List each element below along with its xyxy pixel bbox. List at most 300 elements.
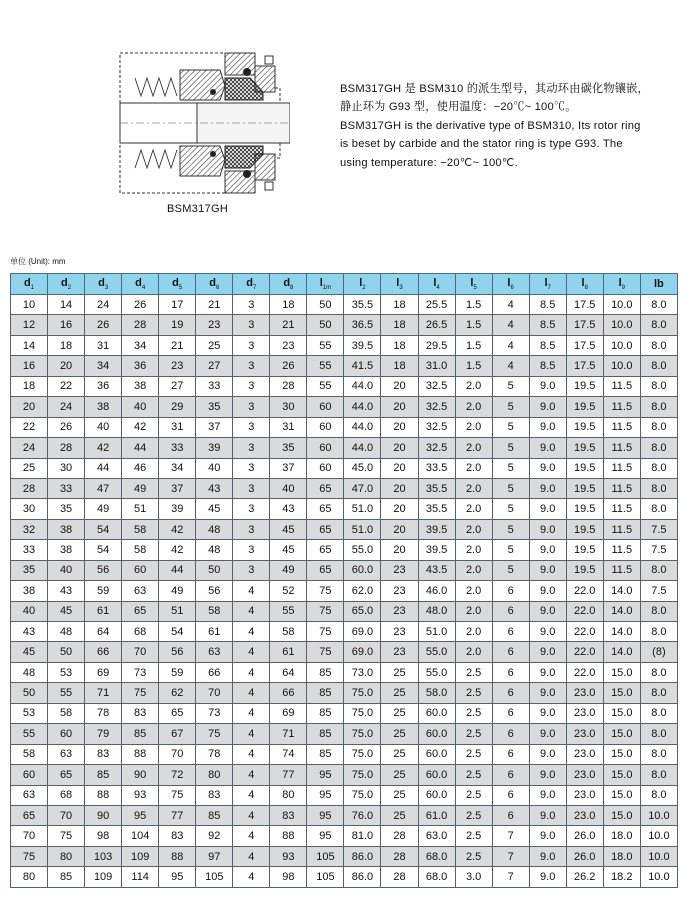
table-cell: 95 [307,785,344,805]
table-cell: 2.5 [455,765,492,785]
table-cell: 38 [122,376,159,396]
table-cell: 26 [85,315,122,335]
table-cell: 30 [48,458,85,478]
table-cell: 32 [11,519,48,539]
column-header [196,274,233,295]
table-row [11,397,678,417]
table-cell: 55 [307,335,344,355]
table-cell: 23.0 [566,683,603,703]
table-cell: 33 [48,478,85,498]
table-row [11,826,678,846]
table-cell: 8.0 [640,438,677,458]
table-cell: 29.5 [418,335,455,355]
table-cell: 8.0 [640,478,677,498]
dimension-table [10,273,678,888]
table-cell: 19.5 [566,540,603,560]
table-cell: 8.0 [640,560,677,580]
table-cell: 4 [233,622,270,642]
table-cell: 19.5 [566,458,603,478]
table-cell: 58 [270,622,307,642]
table-cell: 36 [122,356,159,376]
table-cell: 75.0 [344,765,381,785]
table-cell: 30 [11,499,48,519]
column-header-subscript: 5 [178,285,183,292]
table-cell: 65.0 [344,601,381,621]
table-row [11,499,678,519]
table-cell: 48 [48,622,85,642]
table-cell: 28 [270,376,307,396]
table-cell: 44.0 [344,438,381,458]
table-cell: 19.5 [566,519,603,539]
table-cell: 60.0 [418,703,455,723]
column-header-symbol: d [23,276,31,289]
table-cell: 10.0 [603,295,640,315]
table-row [11,458,678,478]
table-cell: 65 [11,805,48,825]
table-cell: 24 [11,438,48,458]
table-cell: 47.0 [344,478,381,498]
table-cell: 9.0 [529,458,566,478]
table-cell: 42 [159,540,196,560]
table-cell: 63 [122,581,159,601]
table-cell: 6 [492,765,529,785]
table-cell: 25 [11,458,48,478]
table-cell: 42 [159,519,196,539]
table-cell: 2.5 [455,846,492,866]
table-cell: 83 [122,703,159,723]
table-cell: 48 [196,540,233,560]
table-cell: 64 [85,622,122,642]
table-row [11,805,678,825]
table-cell: 60.0 [418,724,455,744]
table-cell: 55.0 [344,540,381,560]
table-cell: 18 [381,315,418,335]
column-header [307,274,344,295]
table-cell: 9.0 [529,519,566,539]
table-cell: 32.5 [418,376,455,396]
table-cell: 44 [159,560,196,580]
column-header-subscript: 9 [621,285,625,292]
table-cell: 8.0 [640,765,677,785]
table-cell: 8.0 [640,376,677,396]
table-cell: 83 [196,785,233,805]
table-row [11,683,678,703]
table-cell: 18 [381,356,418,376]
column-header-symbol: d [283,276,291,289]
table-cell: 42 [85,438,122,458]
table-cell: 20 [381,540,418,560]
description-line-2: 静止环为 G93 型，使用温度：−20℃~ 100℃。 [340,101,577,114]
table-cell: 7 [492,867,529,887]
table-cell: 9.0 [529,499,566,519]
table-cell: 2.0 [455,417,492,437]
table-cell: 63 [196,642,233,662]
table-cell: 23 [270,335,307,355]
table-cell: 75.0 [344,785,381,805]
table-cell: 75 [307,601,344,621]
table-cell: 43 [11,622,48,642]
table-cell: 10.0 [603,315,640,335]
table-cell: 32.5 [418,417,455,437]
table-cell: 34 [85,356,122,376]
table-cell: 76.0 [344,805,381,825]
table-cell: 67 [159,724,196,744]
table-cell: 17.5 [566,315,603,335]
table-cell: 4 [492,356,529,376]
table-cell: 20 [381,376,418,396]
table-cell: 92 [196,826,233,846]
table-cell: 28 [381,826,418,846]
table-cell: 63 [48,744,85,764]
table-cell: 10.0 [603,356,640,376]
table-cell: 93 [270,846,307,866]
column-header-subscript: 6 [510,285,514,292]
table-cell: 61 [85,601,122,621]
table-row [11,867,678,887]
table-cell: 46.0 [418,581,455,601]
table-cell: 9.0 [529,683,566,703]
table-cell: 80 [196,765,233,785]
table-cell: 38 [11,581,48,601]
table-body [11,295,678,888]
table-cell: 88 [122,744,159,764]
table-cell: 51.0 [344,519,381,539]
table-cell: 61.0 [418,805,455,825]
table-cell: 8.5 [529,315,566,335]
table-cell: 5 [492,438,529,458]
column-header-subscript: 2 [362,285,366,292]
table-cell: 2.0 [455,581,492,601]
table-cell: 18 [381,335,418,355]
table-cell: 86.0 [344,846,381,866]
table-cell: 1.5 [455,356,492,376]
table-cell: 31 [85,335,122,355]
table-cell: 10.0 [640,846,677,866]
column-header-subscript: 1 [30,285,35,292]
table-cell: 23.0 [566,765,603,785]
table-cell: 6 [492,785,529,805]
table-cell: 39 [159,499,196,519]
table-cell: 10.0 [603,335,640,355]
table-cell: 22 [11,417,48,437]
table-cell: 14.0 [603,581,640,601]
table-cell: 50 [48,642,85,662]
table-cell: 28 [48,438,85,458]
table-cell: 71 [85,683,122,703]
table-cell: 50 [11,683,48,703]
table-cell: 75 [122,683,159,703]
table-cell: 6 [492,724,529,744]
column-header-symbol: d [172,276,179,289]
table-cell: 6 [492,703,529,723]
column-header-symbol: d [209,276,216,289]
table-cell: 26 [270,356,307,376]
table-cell: 90 [122,765,159,785]
table-cell: 49 [159,581,196,601]
table-row [11,356,678,376]
table-cell: 60.0 [418,785,455,805]
table-cell: 9.0 [529,662,566,682]
table-cell: 56 [85,560,122,580]
table-cell: 5 [492,560,529,580]
table-cell: 50 [307,295,344,315]
table-cell: 3 [233,315,270,335]
table-cell: 5 [492,540,529,560]
table-cell: 7 [492,826,529,846]
table-row [11,703,678,723]
table-cell: 44.0 [344,376,381,396]
table-cell: 17.5 [566,335,603,355]
table-cell: 60 [11,765,48,785]
table-cell: 69.0 [344,622,381,642]
table-cell: 8.0 [640,601,677,621]
table-cell: 8.0 [640,458,677,478]
table-cell: 8.0 [640,335,677,355]
column-header [233,274,270,295]
table-cell: 54 [85,519,122,539]
table-row [11,519,678,539]
table-cell: 17 [159,295,196,315]
table-cell: 3 [233,295,270,315]
table-cell: 56 [196,581,233,601]
table-cell: 6 [492,683,529,703]
table-cell: 8.0 [640,703,677,723]
table-cell: 56 [159,642,196,662]
table-cell: 11.5 [603,560,640,580]
table-cell: 23 [381,601,418,621]
table-cell: 85 [307,662,344,682]
table-cell: 2.5 [455,744,492,764]
table-cell: 85 [48,867,85,887]
table-cell: 58 [122,519,159,539]
table-cell: 80 [48,846,85,866]
table-cell: 35 [196,397,233,417]
column-header-subscript: 7 [547,285,551,292]
table-cell: 11.5 [603,519,640,539]
table-cell: 49 [270,560,307,580]
column-header [529,274,566,295]
table-cell: 73 [196,703,233,723]
table-row [11,581,678,601]
table-cell: 73.0 [344,662,381,682]
table-cell: 41.5 [344,356,381,376]
table-cell: 53 [11,703,48,723]
table-cell: 93 [122,785,159,805]
table-cell: 11.5 [603,458,640,478]
table-cell: 34 [159,458,196,478]
table-cell: 83 [85,744,122,764]
column-header [122,274,159,295]
unit-label: 单位 (Unit): mm [10,257,66,266]
table-cell: 75 [159,785,196,805]
table-cell: 80 [270,785,307,805]
table-cell: 55 [48,683,85,703]
table-cell: 25 [381,703,418,723]
table-cell: 3 [233,458,270,478]
table-cell: 104 [122,826,159,846]
table-cell: 2.0 [455,376,492,396]
table-cell: 11.5 [603,376,640,396]
table-cell: 58 [11,744,48,764]
table-cell: 15.0 [603,805,640,825]
table-cell: 6 [492,662,529,682]
table-cell: 2.5 [455,724,492,744]
table-cell: 58 [196,601,233,621]
table-cell: 5 [492,478,529,498]
table-cell: 35 [11,560,48,580]
column-header-symbol: l [396,276,400,289]
table-cell: 25 [196,335,233,355]
table-cell: 14.0 [603,642,640,662]
table-cell: 35 [270,438,307,458]
table-cell: 55.0 [418,662,455,682]
table-cell: 2.5 [455,785,492,805]
table-cell: 10 [11,295,48,315]
table-cell: 2.0 [455,499,492,519]
table-cell: 25 [381,683,418,703]
table-cell: 19.5 [566,560,603,580]
table-cell: 28 [122,315,159,335]
table-cell: 33 [159,438,196,458]
table-cell: 9.0 [529,703,566,723]
table-row [11,785,678,805]
table-cell: 26.0 [566,846,603,866]
table-row [11,540,678,560]
table-cell: 2.0 [455,478,492,498]
table-cell: 31 [270,417,307,437]
table-cell: 49 [85,499,122,519]
table-cell: 9.0 [529,376,566,396]
table-cell: 4 [233,846,270,866]
table-cell: 23 [381,560,418,580]
table-cell: 1.5 [455,295,492,315]
table-cell: 2.0 [455,438,492,458]
table-cell: 75.0 [344,683,381,703]
table-cell: 68 [122,622,159,642]
table-cell: 74 [270,744,307,764]
table-cell: 11.5 [603,499,640,519]
table-cell: 22.0 [566,642,603,662]
table-cell: 59 [85,581,122,601]
column-header [603,274,640,295]
table-cell: 68.0 [418,846,455,866]
table-cell: 85 [307,683,344,703]
table-cell: 33.5 [418,458,455,478]
table-cell: 15.0 [603,724,640,744]
table-cell: 55 [307,356,344,376]
table-cell: 85 [196,805,233,825]
column-header [85,274,122,295]
table-cell: 21 [196,295,233,315]
table-cell: 28 [381,867,418,887]
table-cell: 44 [122,438,159,458]
column-header [492,274,529,295]
table-cell: 25 [381,744,418,764]
table-cell: 20 [48,356,85,376]
table-cell: 5 [492,519,529,539]
table-cell: 5 [492,458,529,478]
table-cell: 23.0 [566,703,603,723]
table-row [11,601,678,621]
table-cell: 63 [11,785,48,805]
table-cell: 18.0 [603,846,640,866]
column-header-subscript: 2 [67,285,72,292]
table-cell: 85 [122,724,159,744]
table-cell: 14.0 [603,622,640,642]
table-cell: 95 [307,826,344,846]
table-cell: 4 [233,724,270,744]
table-cell: 17.5 [566,295,603,315]
column-header-symbol: l [319,276,323,289]
table-cell: 61 [270,642,307,662]
table-cell: 6 [492,601,529,621]
table-cell: 70 [159,744,196,764]
table-cell: 37 [159,478,196,498]
table-cell: 58 [48,703,85,723]
table-cell: 19.5 [566,417,603,437]
table-cell: 78 [85,703,122,723]
column-header [640,274,677,295]
table-cell: 8.0 [640,295,677,315]
table-cell: 40 [85,417,122,437]
table-cell: 2.0 [455,397,492,417]
table-cell: 9.0 [529,846,566,866]
table-cell: 98 [270,867,307,887]
table-cell: 7.5 [640,519,677,539]
table-cell: 66 [196,662,233,682]
table-cell: 3 [233,417,270,437]
table-cell: 20 [381,458,418,478]
table-cell: 95 [307,765,344,785]
column-header-subscript: 6 [215,285,220,292]
table-cell: 62.0 [344,581,381,601]
table-row [11,295,678,315]
column-header-subscript: 3 [104,285,109,292]
table-cell: 22.0 [566,662,603,682]
table-cell: 14 [11,335,48,355]
table-cell: 8.0 [640,683,677,703]
table-cell: 51 [159,601,196,621]
table-cell: 28 [381,846,418,866]
table-cell: 40 [48,560,85,580]
table-cell: 22.0 [566,581,603,601]
table-cell: 60.0 [344,560,381,580]
table-cell: 23.0 [566,805,603,825]
table-cell: 8.0 [640,744,677,764]
table-cell: 61 [196,622,233,642]
table-row [11,642,678,662]
table-cell: 23 [159,356,196,376]
table-cell: 20 [381,478,418,498]
table-cell: 105 [196,867,233,887]
table-row [11,560,678,580]
table-cell: 24 [85,295,122,315]
table-cell: 60 [307,458,344,478]
description-line-4: is beset by carbide and the stator ring is type G93. The [340,138,623,151]
table-cell: 69 [270,703,307,723]
product-description [340,80,680,172]
table-cell: 6 [492,805,529,825]
table-cell: 65 [307,478,344,498]
table-cell: 4 [233,805,270,825]
table-cell: 36.5 [344,315,381,335]
table-cell: 83 [270,805,307,825]
column-header [455,274,492,295]
column-header-symbol: d [98,276,105,289]
column-header-symbol: d [135,276,142,289]
table-cell: 10.0 [640,867,677,887]
table-cell: 34 [122,335,159,355]
